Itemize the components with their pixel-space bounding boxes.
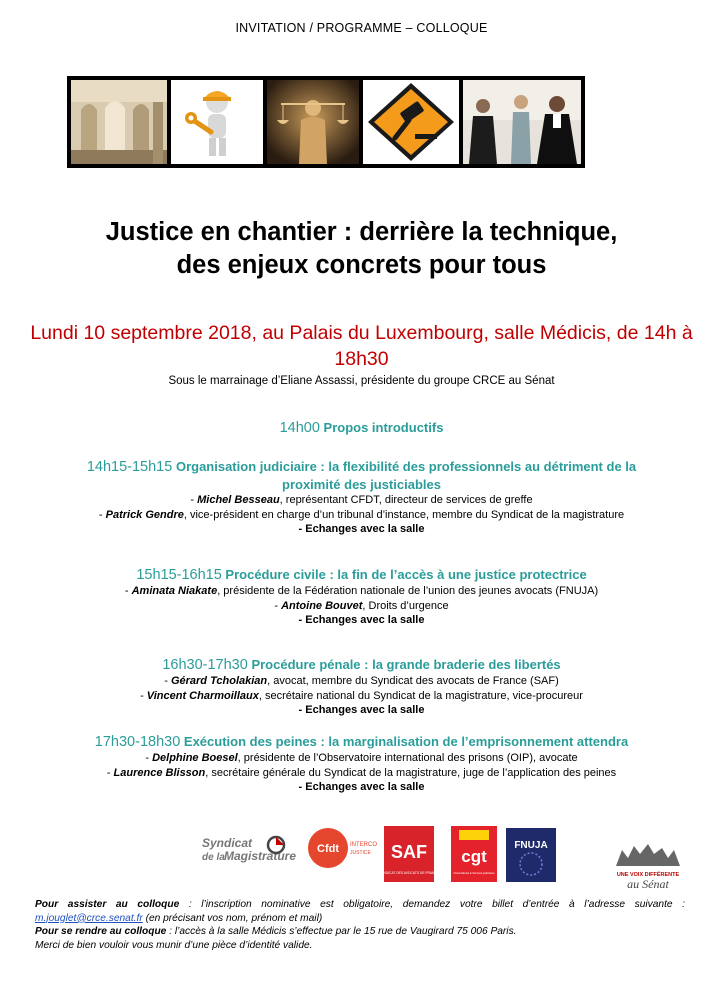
session-4-title bbox=[0, 733, 723, 751]
lady-justice-statue-photo bbox=[267, 80, 359, 164]
speaker-prefix: - bbox=[98, 509, 106, 521]
speaker-prefix: - bbox=[145, 752, 153, 764]
cfdt-logo-text: Cfdt bbox=[317, 843, 339, 855]
attend-text: : l’inscription nominative est obligatoire, demandez votre billet d’entrée à l’adresse suivante : bbox=[179, 899, 685, 910]
speaker-role: , secrétaire générale du Syndicat de la magistrature, juge de l’application des peines bbox=[205, 767, 617, 779]
speaker-role: , présidente de l’Observatoire international des prisons (OIP), avocate bbox=[237, 752, 578, 764]
intro-heading bbox=[0, 419, 723, 437]
senat-logo-line2: au Sénat bbox=[627, 877, 669, 891]
session-2-speaker-1 bbox=[0, 584, 723, 598]
palace-hall-photo bbox=[71, 80, 167, 164]
session-1-title bbox=[30, 458, 693, 493]
footer-attend-line bbox=[35, 898, 685, 912]
speaker-name: Laurence Blisson bbox=[113, 767, 206, 779]
intro-title: Propos introductifs bbox=[323, 420, 444, 435]
saf-logo-text: SAF bbox=[391, 842, 427, 862]
speaker-role: , représentant CFDT, directeur de services de greffe bbox=[279, 494, 533, 506]
session-3-title bbox=[0, 656, 723, 674]
access-text: : l’accès à la salle Médicis s’effectue par le 15 rue de Vaugirard 75 006 Paris. bbox=[166, 926, 517, 937]
senat-logo-line1: UNE VOIX DIFFÉRENTE bbox=[616, 872, 680, 878]
access-label: Pour se rendre au colloque bbox=[35, 926, 167, 937]
session-3-exchange: - Echanges avec la salle bbox=[298, 704, 425, 716]
session-4-title-line1: Exécution des peines : la marginalisation de l’emprisonnement attendra bbox=[183, 734, 629, 749]
main-title-line1: Justice en chantier : derrière la technique, bbox=[105, 218, 618, 246]
session-4-exchange: - Echanges avec la salle bbox=[298, 781, 425, 793]
speaker-role: , Droits d’urgence bbox=[362, 600, 449, 612]
main-title bbox=[40, 216, 683, 282]
registration-email-link[interactable]: m.jouglet@crce.senat.fr bbox=[35, 912, 143, 924]
speaker-prefix: - bbox=[274, 600, 282, 612]
senat-voix-differente-logo bbox=[612, 840, 684, 892]
footer-info bbox=[35, 898, 685, 952]
patronage-line: Sous le marrainage d’Eliane Assassi, présidente du groupe CRCE au Sénat bbox=[168, 375, 555, 387]
session-1-speaker-2 bbox=[0, 508, 723, 522]
intro-time: 14h00 bbox=[279, 420, 320, 436]
speaker-role: , présidente de la Fédération nationale de l’union des jeunes avocats (FNUJA) bbox=[217, 585, 599, 597]
session-1-time: 14h15-15h15 bbox=[86, 459, 173, 475]
cfdt-logo-sub1: INTERCO bbox=[350, 842, 377, 848]
saf-logo-subtitle: SYNDICAT DES AVOCATS DE FRANCE bbox=[378, 871, 440, 875]
fnuja-logo-text: FNUJA bbox=[514, 840, 548, 851]
speaker-name: Vincent Charmoillaux bbox=[146, 690, 259, 702]
session-3-title-line1: Procédure pénale : la grande braderie des libertés bbox=[251, 657, 561, 672]
main-title-line2: des enjeux concrets pour tous bbox=[176, 251, 547, 279]
document-header-label: INVITATION / PROGRAMME – COLLOQUE bbox=[235, 21, 488, 35]
speaker-prefix: - bbox=[106, 767, 114, 779]
syndicat-magistrature-logo bbox=[200, 833, 297, 873]
session-1-speaker-1 bbox=[0, 493, 723, 507]
sm-logo-line3: Magistrature bbox=[224, 849, 297, 863]
footer-access-line bbox=[35, 925, 685, 939]
speaker-name: Patrick Gendre bbox=[105, 509, 184, 521]
session-2-title bbox=[0, 566, 723, 584]
worker-wrench-photo bbox=[171, 80, 263, 164]
cgt-logo bbox=[451, 826, 497, 882]
session-3-speaker-1 bbox=[0, 674, 723, 688]
speaker-prefix: - bbox=[190, 494, 198, 506]
session-4-time: 17h30-18h30 bbox=[94, 734, 181, 750]
speaker-role: , avocat, membre du Syndicat des avocats de France (SAF) bbox=[267, 675, 559, 687]
cgt-logo-text: cgt bbox=[461, 847, 487, 866]
gavel-road-sign-photo bbox=[363, 80, 459, 164]
event-date-place: Lundi 10 septembre 2018, au Palais du Luxembourg, salle Médicis, de 14h à 18h30 bbox=[30, 322, 693, 370]
speaker-prefix: - bbox=[140, 690, 147, 702]
speaker-prefix: - bbox=[164, 675, 171, 687]
speaker-prefix: - bbox=[124, 585, 132, 597]
lawyers-robes-photo bbox=[463, 80, 581, 164]
header-photo-strip bbox=[67, 76, 585, 168]
saf-logo bbox=[378, 826, 440, 882]
fnuja-logo bbox=[506, 828, 556, 882]
speaker-name: Michel Besseau bbox=[197, 494, 280, 506]
speaker-name: Aminata Niakate bbox=[131, 585, 218, 597]
cgt-logo-subtitle: Chancelleries & Services judiciaires bbox=[453, 872, 495, 875]
speaker-role: , secrétaire national du Syndicat de la magistrature, vice-procureur bbox=[258, 690, 583, 702]
speaker-name: Delphine Boesel bbox=[152, 752, 238, 764]
sm-logo-line2: de la bbox=[202, 852, 225, 863]
attend-label: Pour assister au colloque bbox=[35, 899, 180, 910]
session-2-speaker-2 bbox=[0, 599, 723, 613]
session-4-speaker-1 bbox=[0, 751, 723, 765]
footer-email-line bbox=[35, 912, 685, 926]
speaker-name: Gérard Tcholakian bbox=[170, 675, 268, 687]
session-2-exchange: - Echanges avec la salle bbox=[298, 614, 425, 626]
speaker-role: , vice-président en charge d’un tribunal d’instance, membre du Syndicat de la magistrature bbox=[183, 509, 625, 521]
speaker-name: Antoine Bouvet bbox=[281, 600, 363, 612]
session-2-title-line1: Procédure civile : la fin de l’accès à une justice protectrice bbox=[225, 567, 587, 582]
session-1-exchange: - Echanges avec la salle bbox=[298, 523, 425, 535]
session-3-time: 16h30-17h30 bbox=[162, 657, 248, 673]
session-1-title-line1: Organisation judiciaire : la flexibilité des professionnels au détriment de la bbox=[175, 459, 637, 474]
sm-logo-line1: Syndicat bbox=[202, 836, 253, 850]
footer-id-note: Merci de bien vouloir vous munir d’une pièce d’identité valide. bbox=[35, 939, 313, 951]
email-note: (en précisant vos nom, prénom et mail) bbox=[142, 912, 323, 924]
cfdt-logo-sub2: JUSTICE bbox=[350, 850, 371, 856]
session-1-title-line2: proximité des justiciables bbox=[282, 477, 441, 492]
session-2-time: 15h15-16h15 bbox=[136, 567, 222, 583]
cfdt-logo bbox=[306, 826, 377, 870]
session-4-speaker-2 bbox=[0, 766, 723, 780]
session-3-speaker-2 bbox=[0, 689, 723, 703]
